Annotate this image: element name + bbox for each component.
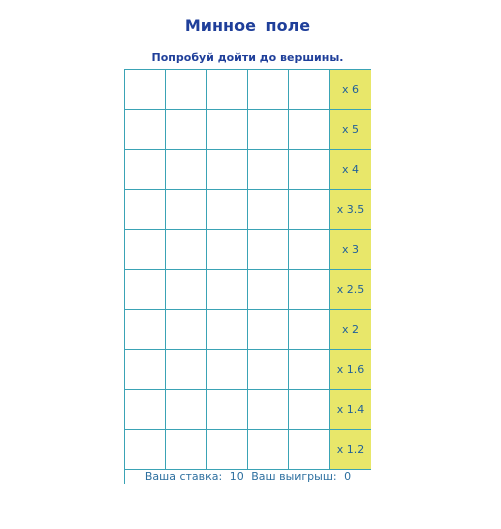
- field-cell[interactable]: [206, 69, 247, 109]
- field-cell[interactable]: [206, 349, 247, 389]
- field-cell[interactable]: [165, 269, 206, 309]
- field-cell[interactable]: [124, 389, 165, 429]
- field-cell[interactable]: [165, 149, 206, 189]
- field-cell[interactable]: [165, 229, 206, 269]
- field-cell[interactable]: [288, 269, 329, 309]
- field-cell[interactable]: [288, 349, 329, 389]
- multiplier-cell: x 1.4: [329, 389, 371, 429]
- field-cell[interactable]: [206, 389, 247, 429]
- minefield-board: [124, 69, 371, 484]
- multiplier-cell: x 3: [329, 229, 371, 269]
- multiplier-cell: x 3.5: [329, 189, 371, 229]
- field-cell[interactable]: [165, 389, 206, 429]
- field-cell[interactable]: [288, 429, 329, 469]
- field-cell[interactable]: [124, 269, 165, 309]
- field-cell[interactable]: [247, 149, 288, 189]
- field-cell[interactable]: [288, 189, 329, 229]
- field-cell[interactable]: [206, 229, 247, 269]
- field-cell[interactable]: [124, 69, 165, 109]
- field-cell[interactable]: [247, 189, 288, 229]
- field-cell[interactable]: [124, 109, 165, 149]
- field-cell[interactable]: [288, 109, 329, 149]
- multiplier-cell: x 6: [329, 69, 371, 109]
- field-cell[interactable]: [124, 429, 165, 469]
- game-subtitle: Попробуй дойти до вершины.: [151, 51, 344, 64]
- field-cell[interactable]: [247, 349, 288, 389]
- field-cell[interactable]: [206, 109, 247, 149]
- field-cell[interactable]: [206, 149, 247, 189]
- field-cell[interactable]: [247, 69, 288, 109]
- field-cell[interactable]: [288, 309, 329, 349]
- field-cell[interactable]: [124, 349, 165, 389]
- field-cell[interactable]: [288, 149, 329, 189]
- status-bar: [124, 469, 371, 484]
- field-cell[interactable]: [247, 229, 288, 269]
- multiplier-cell: x 1.6: [329, 349, 371, 389]
- field-cell[interactable]: [165, 189, 206, 229]
- field-cell[interactable]: [124, 149, 165, 189]
- multiplier-cell: x 4: [329, 149, 371, 189]
- bet-value: 10: [229, 470, 244, 483]
- field-cell[interactable]: [288, 389, 329, 429]
- field-cell[interactable]: [165, 309, 206, 349]
- field-cell[interactable]: [247, 269, 288, 309]
- field-cell[interactable]: [206, 189, 247, 229]
- field-cell[interactable]: [124, 309, 165, 349]
- multiplier-cell: x 1.2: [329, 429, 371, 469]
- field-cell[interactable]: [206, 429, 247, 469]
- field-cell[interactable]: [288, 69, 329, 109]
- field-cell[interactable]: [124, 189, 165, 229]
- game-title: Минное поле: [184, 16, 311, 35]
- field-cell[interactable]: [165, 69, 206, 109]
- field-cell[interactable]: [288, 229, 329, 269]
- field-cell[interactable]: [247, 309, 288, 349]
- field-cell[interactable]: [165, 349, 206, 389]
- field-cell[interactable]: [247, 109, 288, 149]
- multiplier-cell: x 2.5: [329, 269, 371, 309]
- win-value: 0: [344, 470, 352, 483]
- field-cell[interactable]: [206, 269, 247, 309]
- field-cell[interactable]: [206, 309, 247, 349]
- multiplier-cell: x 2: [329, 309, 371, 349]
- field-cell[interactable]: [247, 429, 288, 469]
- field-cell[interactable]: [247, 389, 288, 429]
- field-cell[interactable]: [165, 429, 206, 469]
- win-label: Ваш выигрыш:: [251, 470, 337, 483]
- field-cell[interactable]: [165, 109, 206, 149]
- multiplier-cell: x 5: [329, 109, 371, 149]
- field-cell[interactable]: [124, 229, 165, 269]
- bet-label: Ваша ставка:: [144, 470, 223, 483]
